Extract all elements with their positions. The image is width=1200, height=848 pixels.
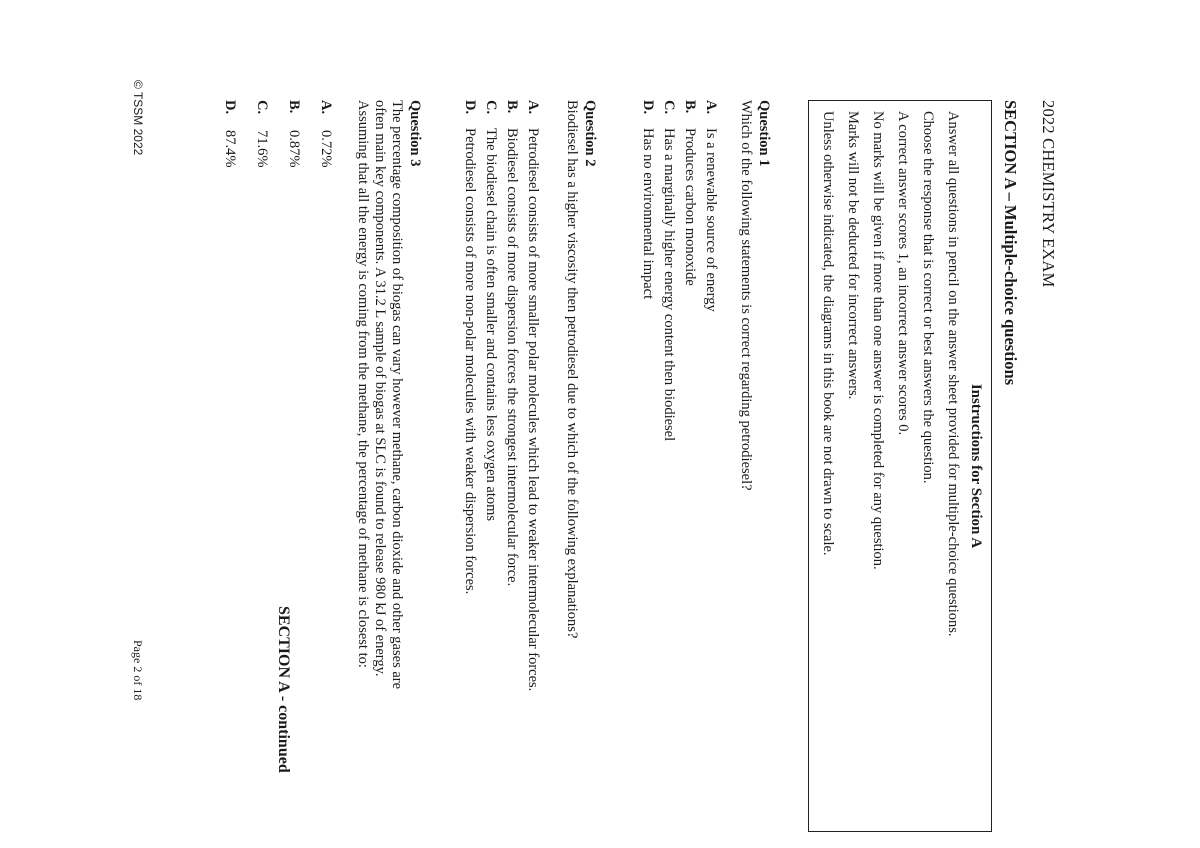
- instruction-line: No marks will be given if more than one answer is completed for any question.: [870, 111, 886, 570]
- option-text: Produces carbon monoxide: [682, 128, 698, 286]
- option-letter: B.: [504, 100, 520, 114]
- option-text: Has no environmental impact: [640, 128, 656, 300]
- option-letter: C.: [483, 100, 499, 115]
- option-text: 0.87%: [286, 130, 302, 168]
- option-letter: C.: [254, 100, 270, 115]
- instruction-line: A correct answer scores 1, an incorrect answer scores 0.: [895, 111, 911, 436]
- question-2-stem: Biodiesel has a higher viscosity then petrodiesel due to which of the following explanations?: [564, 100, 580, 639]
- option-letter: A.: [703, 100, 719, 115]
- instruction-line: Answer all questions in pencil on the answer sheet provided for multiple-choice questions.: [945, 111, 961, 637]
- instruction-line: Unless otherwise indicated, the diagrams in this book are not drawn to scale.: [820, 111, 836, 556]
- exam-title: 2022 CHEMISTRY EXAM: [1039, 100, 1058, 288]
- option-letter: A.: [525, 100, 541, 115]
- option-letter: C.: [661, 100, 677, 115]
- option-text: The biodiesel chain is often smaller and contains less oxygen atoms: [483, 128, 499, 522]
- option-letter: D.: [640, 100, 656, 115]
- instructions-title: Instructions for Section A: [968, 383, 984, 549]
- question-1-title: Question 1: [756, 100, 772, 167]
- question-1-stem: Which of the following statements is correct regarding petrodiesel?: [738, 100, 754, 491]
- option-letter: D.: [462, 100, 478, 115]
- option-text: 0.72%: [318, 130, 334, 168]
- option-letter: D.: [222, 100, 238, 115]
- stem-line: The percentage composition of biogas can vary however methane, carbon dioxide and other gases are: [389, 100, 405, 690]
- option-text: Has a marginally higher energy content then biodiesel: [661, 128, 677, 442]
- page-number: Page 2 of 18: [131, 640, 145, 701]
- option-text: Biodiesel consists of more dispersion forces the strongest intermolecular force.: [504, 128, 520, 587]
- question-2-title: Question 2: [582, 100, 598, 167]
- instructions-box: [808, 100, 992, 832]
- option-text: Is a renewable source of energy: [703, 128, 719, 312]
- option-letter: A.: [318, 100, 334, 115]
- stem-line: Assuming that all the energy is coming from the methane, the percentage of methane is closest to:: [355, 100, 371, 668]
- copyright-text: © TSSM 2022: [131, 80, 145, 156]
- option-text: Petrodiesel consists of more smaller polar molecules which lead to weaker intermolecular forces.: [525, 128, 541, 692]
- instruction-line: Choose the response that is correct or best answers the question.: [920, 111, 936, 484]
- option-text: 71.6%: [254, 130, 270, 168]
- section-title: SECTION A – Multiple-choice questions: [1001, 100, 1020, 386]
- instruction-line: Marks will not be deducted for incorrect answers.: [845, 111, 861, 400]
- option-letter: B.: [286, 100, 302, 114]
- option-text: 87.4%: [222, 130, 238, 168]
- option-letter: B.: [682, 100, 698, 114]
- stem-line: often main key components. A 31.2 L sample of biogas at SLC is found to release 980 kJ of energy.: [372, 100, 388, 677]
- option-text: Petrodiesel consists of more non-polar molecules with weaker dispersion forces.: [462, 128, 478, 595]
- question-3-title: Question 3: [407, 100, 423, 167]
- section-continued-label: SECTION A - continued: [275, 606, 292, 773]
